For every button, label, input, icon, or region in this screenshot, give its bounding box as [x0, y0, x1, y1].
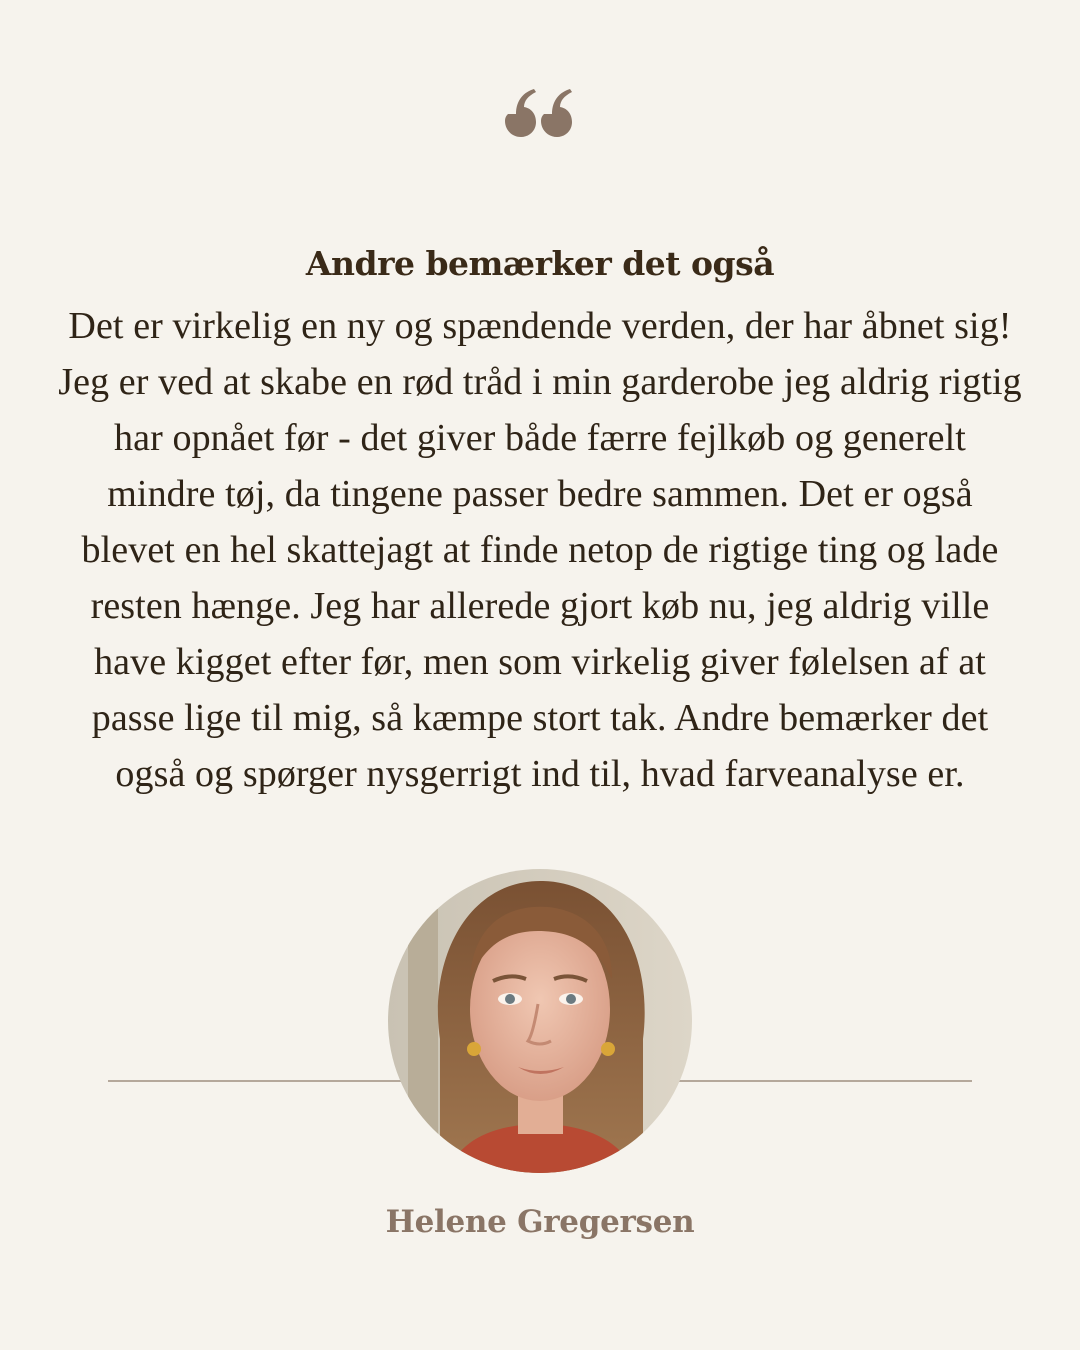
- quotation-marks-icon: [500, 88, 580, 148]
- quote-heading: Andre bemærker det også: [305, 244, 775, 283]
- author-avatar: [388, 869, 692, 1173]
- quote-mark: [0, 88, 1080, 168]
- author-name: Helene Gregersen: [385, 1204, 695, 1240]
- testimonial-text: Det er virkelig en ny og spændende verden, der har åbnet sig! Jeg er ved at skabe en rød tråd i min garderobe jeg aldrig rigtig har opnået før - det giver både færre fejlkøb og generelt mindre tøj, da tingene passer bedre sammen. Det er også blevet en hel skattejagt at finde netop de rigtige ting og lade resten hænge. Jeg har allerede gjort køb nu, jeg aldrig ville have kigget efter før, men som virkelig giver følelsen af at passe lige til mig, så kæmpe stort tak. Andre bemærker det også og spørger nysgerrigt ind til, hvad farveanalyse er.: [58, 305, 1022, 795]
